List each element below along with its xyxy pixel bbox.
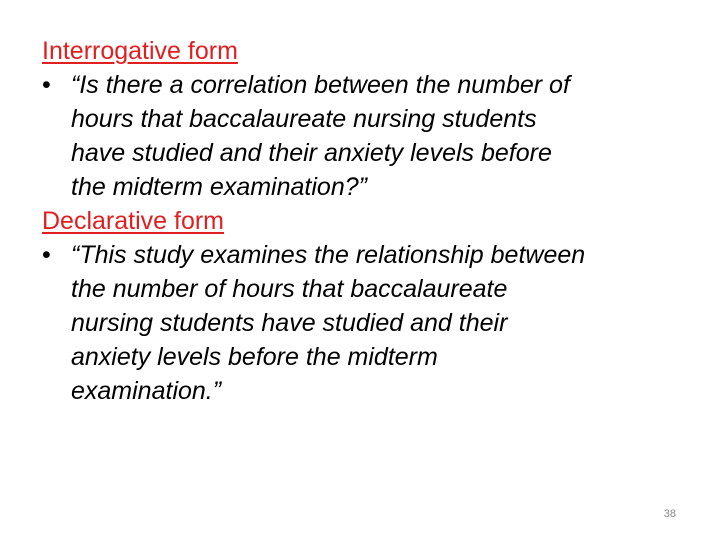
declarative-form-heading: Declarative form: [42, 207, 224, 235]
declarative-quote: “This study examines the relationship between the number of hours that baccalaureate nursing students have studied and their anxiety levels before the midterm examination.”: [71, 241, 586, 405]
interrogative-form-heading: Interrogative form: [42, 37, 238, 65]
interrogative-quote: “Is there a correlation between the number of hours that baccalaureate nursing students have studied and their anxiety levels before the midterm examination?”: [71, 71, 570, 201]
slide-content: [42, 34, 692, 408]
bullet-icon: •: [42, 71, 51, 99]
bullet-icon: •: [42, 241, 51, 269]
declarative-bullet-item: [42, 238, 692, 408]
interrogative-bullet-item: [42, 68, 692, 204]
page-number: 38: [663, 508, 676, 520]
